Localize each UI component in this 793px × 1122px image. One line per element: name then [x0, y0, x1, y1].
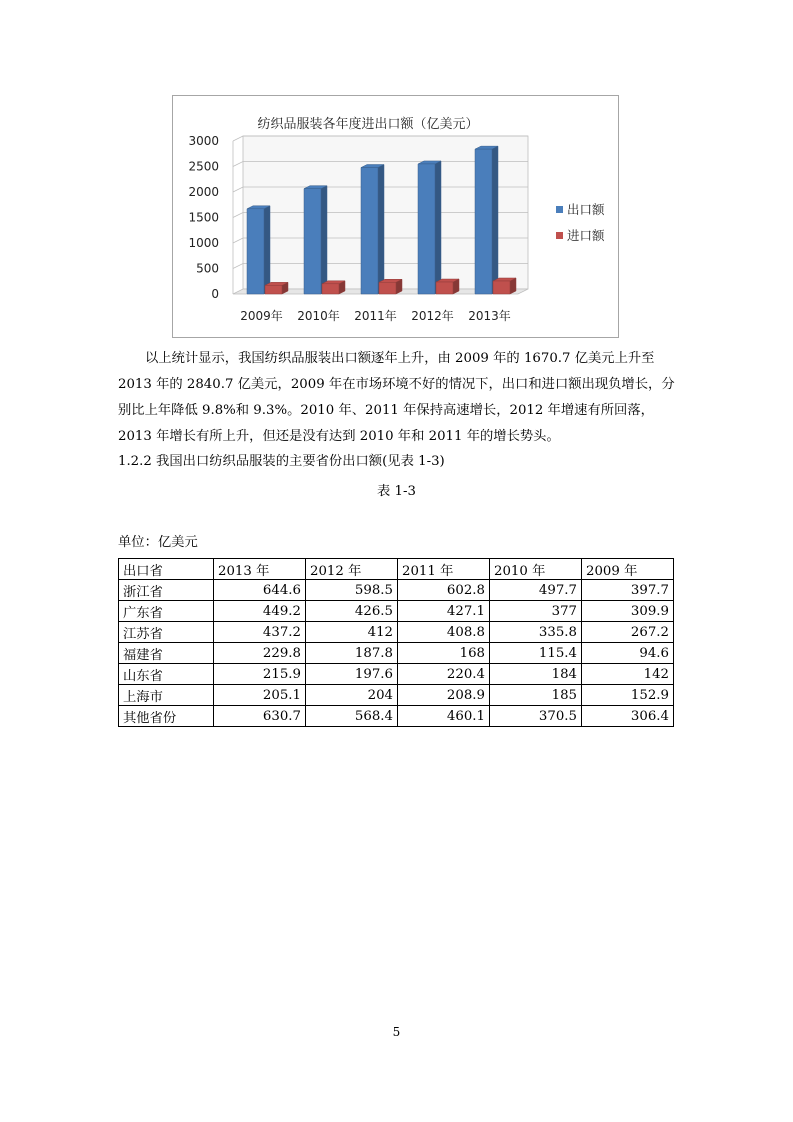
bar-import: [493, 278, 516, 294]
table-row: [119, 601, 674, 622]
table-row: [119, 643, 674, 664]
value-cell: 306.4: [582, 706, 674, 727]
chart-title: 纺织品服装各年度进出口额（亿美元）: [257, 117, 479, 132]
x-tick-label: 2011年: [354, 309, 397, 323]
x-tick-label: 2009年: [240, 309, 283, 323]
bar-chart: [173, 96, 620, 339]
province-cell: 广东省: [119, 601, 214, 622]
y-tick-label: 1500: [188, 210, 219, 225]
bar-export: [475, 146, 498, 294]
y-tick-label: 1000: [188, 236, 219, 250]
value-cell: 115.4: [490, 643, 582, 664]
value-cell: 220.4: [398, 664, 490, 685]
province-cell: 江苏省: [119, 622, 214, 643]
value-cell: 208.9: [398, 685, 490, 706]
value-cell: 197.6: [306, 664, 398, 685]
header-province: 出口省: [119, 559, 214, 580]
province-cell: 上海市: [119, 685, 214, 706]
value-cell: 229.8: [214, 643, 306, 664]
value-cell: 568.4: [306, 706, 398, 727]
y-tick-label: 2000: [188, 185, 219, 199]
value-cell: 187.8: [306, 643, 398, 664]
value-cell: 598.5: [306, 580, 398, 601]
bar-import: [436, 279, 459, 294]
value-cell: 142: [582, 664, 674, 685]
table-row: [119, 685, 674, 706]
header-2013: 2013 年: [214, 559, 306, 580]
page-number: 5: [392, 1025, 401, 1039]
bar-import: [322, 281, 345, 294]
legend-label: 进口额: [567, 228, 605, 243]
bar-import: [265, 282, 288, 294]
y-tick-label: 500: [196, 261, 219, 276]
value-cell: 370.5: [490, 706, 582, 727]
header-2012: 2012 年: [306, 559, 398, 580]
value-cell: 267.2: [582, 622, 674, 643]
header-2011: 2011 年: [398, 559, 490, 580]
value-cell: 184: [490, 664, 582, 685]
value-cell: 630.7: [214, 706, 306, 727]
value-cell: 204: [306, 685, 398, 706]
bar-import: [379, 279, 402, 294]
value-cell: 408.8: [398, 622, 490, 643]
value-cell: 427.1: [398, 601, 490, 622]
table-row: [119, 664, 674, 685]
value-cell: 426.5: [306, 601, 398, 622]
value-cell: 460.1: [398, 706, 490, 727]
province-cell: 福建省: [119, 643, 214, 664]
table-row: [119, 706, 674, 727]
x-tick-label: 2010年: [297, 309, 340, 323]
value-cell: 215.9: [214, 664, 306, 685]
table-row: [119, 580, 674, 601]
province-cell: 浙江省: [119, 580, 214, 601]
value-cell: 449.2: [214, 601, 306, 622]
value-cell: 309.9: [582, 601, 674, 622]
section-heading: 1.2.2 我国出口纺织品服装的主要省份出口额(见表 1-3): [118, 454, 445, 469]
header-2009: 2009 年: [582, 559, 674, 580]
value-cell: 205.1: [214, 685, 306, 706]
province-cell: 山东省: [119, 664, 214, 685]
x-tick-label: 2012年: [411, 309, 454, 323]
chart-figure: [172, 95, 619, 338]
legend-swatch: [556, 206, 563, 213]
value-cell: 185: [490, 685, 582, 706]
y-tick-label: 0: [211, 287, 219, 301]
y-tick-label: 2500: [188, 159, 219, 174]
legend-label: 出口额: [567, 202, 605, 217]
table-caption: 表 1-3: [377, 484, 416, 499]
bar-export: [304, 186, 327, 294]
value-cell: 168: [398, 643, 490, 664]
value-cell: 377: [490, 601, 582, 622]
header-2010: 2010 年: [490, 559, 582, 580]
value-cell: 602.8: [398, 580, 490, 601]
body-paragraph: 以上统计显示，我国纺织品服装出口额逐年上升，由 2009 年的 1670.7 亿美元上升至 2013 年的 2840.7 亿美元，2009 年在市场环境不好的情况下，出口和进口额出现负增长，分别比上年降低 9.8%和 9.3%。2010 年、2011 年保持高速增长，2012 年增速有所回落，2013 年增长有所上升，但还是没有达到 2010 年和 2011 年的增长势头。: [118, 351, 675, 444]
value-cell: 497.7: [490, 580, 582, 601]
bar-export: [361, 165, 384, 294]
table-header-row: [119, 559, 674, 580]
value-cell: 437.2: [214, 622, 306, 643]
unit-label: 单位：亿美元: [118, 535, 198, 550]
x-tick-label: 2013年: [468, 309, 511, 323]
y-tick-label: 3000: [188, 134, 219, 148]
value-cell: 644.6: [214, 580, 306, 601]
province-export-table: [118, 558, 674, 727]
value-cell: 335.8: [490, 622, 582, 643]
value-cell: 397.7: [582, 580, 674, 601]
legend-swatch: [556, 232, 563, 239]
value-cell: 94.6: [582, 643, 674, 664]
bar-export: [418, 161, 441, 294]
value-cell: 152.9: [582, 685, 674, 706]
province-cell: 其他省份: [119, 706, 214, 727]
bar-export: [247, 206, 270, 294]
value-cell: 412: [306, 622, 398, 643]
table-row: [119, 622, 674, 643]
